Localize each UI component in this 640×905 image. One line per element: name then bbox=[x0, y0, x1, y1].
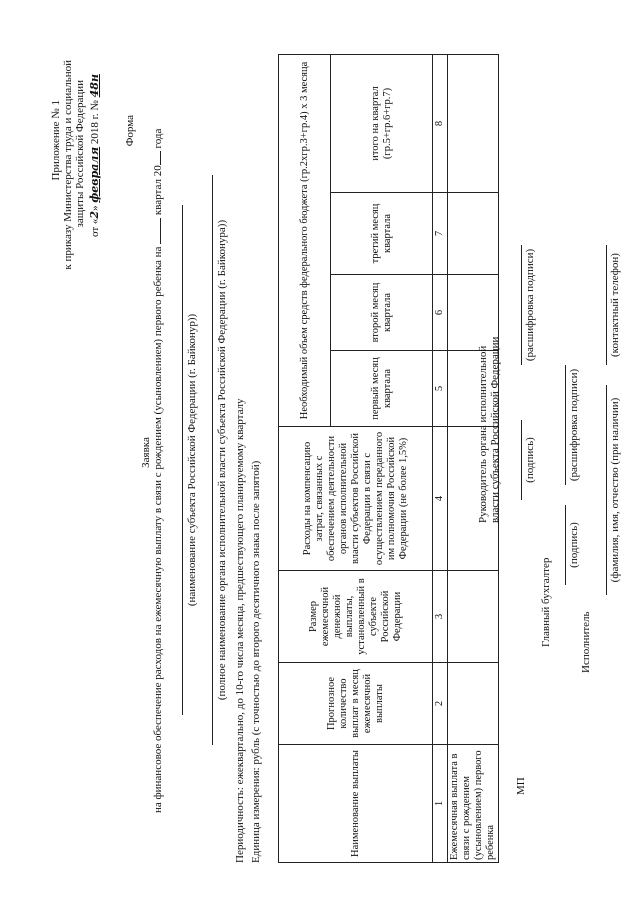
column-number: 1 bbox=[433, 745, 448, 863]
organ-name-caption: (полное наименование органа исполнительной власти субъекта Российской Федерации (г. Байконура)) bbox=[216, 219, 228, 701]
head-signature-line bbox=[521, 420, 522, 500]
cell-empty bbox=[448, 54, 499, 192]
column-number: 4 bbox=[433, 427, 448, 571]
header-forecast-count: Прогнозное количество выплат в месяц ежемесячной выплаты bbox=[279, 663, 433, 745]
header-payment-name: Наименование выплаты bbox=[279, 745, 433, 863]
head-title-line-2: власти субъекта Российской Федерации bbox=[489, 336, 501, 523]
header-month-1: первый месяц квартала bbox=[331, 351, 433, 427]
head-signature-caption: (подпись) bbox=[524, 437, 536, 483]
document-title: Заявка bbox=[140, 437, 152, 468]
head-title-line-1: Руководитель органа исполнительной bbox=[477, 345, 489, 523]
date-prefix: от « bbox=[89, 218, 101, 237]
column-number: 6 bbox=[433, 275, 448, 351]
executor-name-caption: (фамилия, имя, отчество (при наличии) bbox=[609, 397, 621, 583]
chief-signature-caption: (подпись) bbox=[568, 522, 580, 568]
document-subtitle: на финансовое обеспечение расходов на ежемесячную выплату в связи с рождением (усыновлением) первого ребенка на квартал 20 года bbox=[152, 128, 164, 813]
chief-decoding-caption: (расшифровка подписи) bbox=[568, 368, 580, 482]
head-decoding-line bbox=[521, 245, 522, 365]
expense-table bbox=[278, 54, 499, 863]
cell-empty bbox=[448, 571, 499, 663]
column-number: 5 bbox=[433, 351, 448, 427]
unit-of-measure: Единица измерения: рубль (с точностью до второго десятичного знака после запятой) bbox=[250, 460, 262, 863]
appendix-line-2: к приказу Министерства труда и социальной bbox=[62, 60, 74, 270]
seal-mark: МП bbox=[515, 777, 527, 795]
executor-phone-line bbox=[606, 245, 607, 365]
executor-label: Исполнитель bbox=[580, 611, 592, 673]
header-federal-need: Необходимый объем средств федерального бюджета (гр.2хгр.3+гр.4) х 3 месяца bbox=[279, 54, 331, 426]
header-payment-size: Размер ежемесячной денежной выплаты, установленный в субъекте Российской Федерации bbox=[279, 571, 433, 663]
column-number: 7 bbox=[433, 193, 448, 275]
chief-decoding-line bbox=[565, 365, 566, 485]
appendix-line-3: защиты Российской Федерации bbox=[74, 80, 86, 228]
header-month-2: второй месяц квартала bbox=[331, 275, 433, 351]
date-month: февраля bbox=[88, 146, 101, 203]
column-number: 2 bbox=[433, 663, 448, 745]
column-number: 3 bbox=[433, 571, 448, 663]
cell-empty bbox=[448, 663, 499, 745]
head-decoding-caption: (расшифровка подписи) bbox=[524, 248, 536, 362]
cell-empty bbox=[448, 193, 499, 275]
chief-accountant-label: Главный бухгалтер bbox=[540, 557, 552, 647]
periodicity: Периодичность: ежеквартально, до 10-го числа месяца, предшествующего планируемому кварталу bbox=[234, 398, 246, 863]
order-number: 48н bbox=[88, 74, 101, 98]
date-day: 2 bbox=[88, 210, 101, 219]
header-admin-costs: Расходы на компенсацию затрат, связанных с обеспечением деятельности органов исполнительной власти субъектов Российской Федерации в связи с осуществлением переданного им полномочия Российской Федерации (не более 1,5%) bbox=[279, 427, 433, 571]
appendix-date bbox=[88, 74, 102, 237]
subject-name-line bbox=[182, 205, 183, 715]
chief-signature-line bbox=[565, 505, 566, 585]
header-month-3: третий месяц квартала bbox=[331, 193, 433, 275]
date-year: 2018 г. № bbox=[89, 100, 101, 145]
form-label: Форма bbox=[124, 115, 136, 147]
row-payment-name: Ежемесячная выплата в связи с рождением (усыновлением) первого ребенка bbox=[448, 745, 499, 863]
header-quarter-total: итого на квартал (гр.5+гр.6+гр.7) bbox=[331, 54, 433, 192]
subject-name-caption: (наименование субъекта Российской Федерации (г. Байконур)) bbox=[186, 313, 198, 607]
date-mid: » bbox=[89, 202, 101, 211]
column-number: 8 bbox=[433, 54, 448, 192]
appendix-line-1: Приложение № 1 bbox=[50, 100, 62, 181]
executor-phone-caption: (контактный телефон) bbox=[609, 253, 621, 357]
organ-name-line bbox=[212, 175, 213, 745]
executor-name-line bbox=[606, 385, 607, 595]
